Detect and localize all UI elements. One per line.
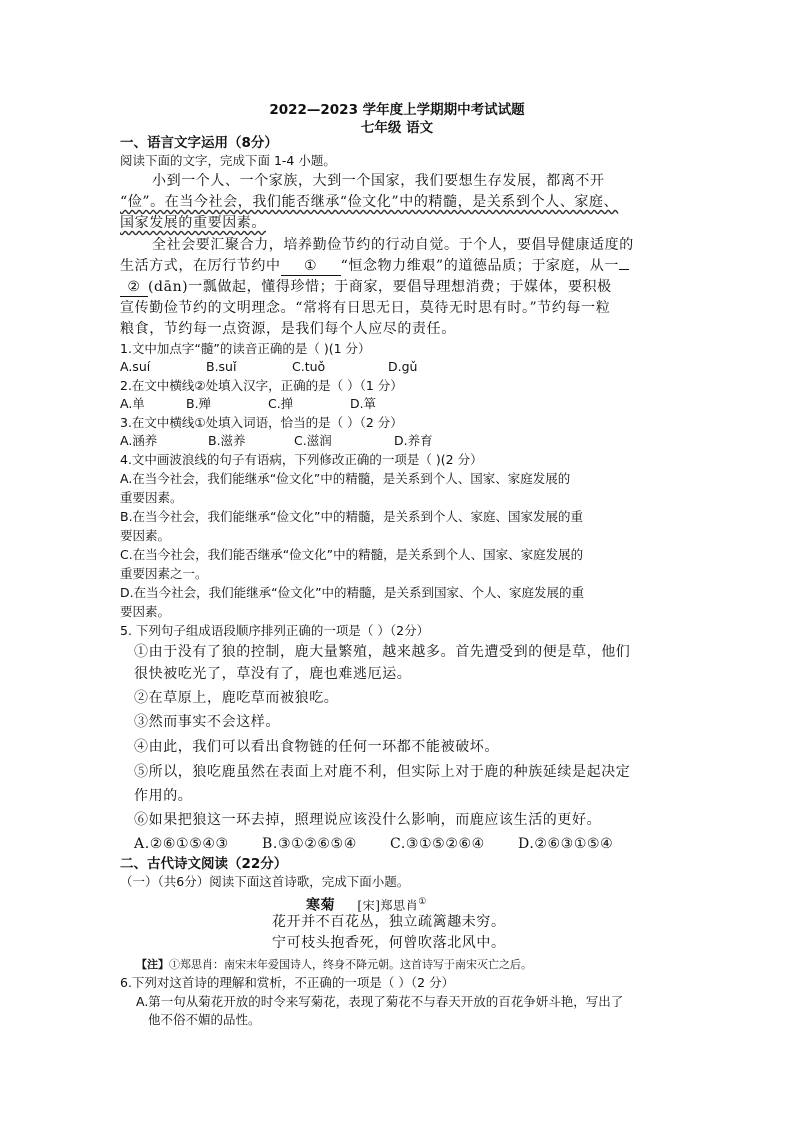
q4-option-c-line1: C.在当今社会，我们能否继承“俭文化”中的精髓，是关系到个人、国家、家庭发展的 (120, 547, 584, 562)
exam-title: 2022—2023 学年度上学期期中考试试题 (269, 102, 525, 118)
poem-note-mark: ① (418, 897, 427, 907)
exam-subtitle: 七年级 语文 (360, 120, 434, 136)
q3-option-b: B.滋养 (208, 433, 246, 448)
q4-option-a-line2: 重要因素。 (120, 490, 183, 505)
q5-sentence-4: ④由此，我们可以看出食物链的任何一环都不能被破坏。 (134, 739, 499, 755)
q5-sentence-3: ③然而事实不会这样。 (134, 714, 280, 730)
passage-p2-line3 (120, 278, 612, 297)
passage-p2-line2-text-a: 生活方式，在厉行节约中 (120, 258, 281, 274)
q2-option-c: C.掸 (268, 396, 294, 411)
q1-option-c: C.tuǒ (292, 359, 326, 374)
q6-option-a-line1: A.第一句从菊花开放的时令来写菊花，表现了菊花不与春天开放的百花争妍斗艳，写出了 (136, 994, 624, 1009)
q1-options (120, 358, 417, 376)
blank-1: ① (281, 257, 341, 276)
passage-p2-line4: 宣传勤俭节约的文明理念。“常将有日思无日，莫待无时思有时。”节约每一粒 (120, 300, 611, 316)
poem-line-1: 花开并不百花丛，独立疏篱趣未穷。 (272, 914, 506, 930)
q5-option-a: A.②⑥①⑤④③ (134, 836, 229, 852)
q5-sentence-5-line1: ⑤所以，狼吃鹿虽然在表面上对鹿不利，但实际上对于鹿的种族延续是起决定 (134, 764, 631, 780)
q2-stem: 2.在文中横线②处填入汉字，正确的是（ ）（1 分） (120, 378, 403, 393)
q4-stem: 4.文中画波浪线的句子有语病，下列修改正确的一项是（ )(2 分） (120, 452, 483, 467)
passage-p2-line2 (120, 257, 629, 276)
section1-heading: 一、语言文字运用（8分） (120, 135, 278, 151)
poem-title: 寒菊 (306, 897, 336, 914)
q3-option-a: A.涵养 (120, 433, 158, 448)
q1-option-a: A.suí (120, 359, 151, 374)
q4-option-d-line1: D.在当今社会，我们能继承“俭文化”中的精髓，是关系到国家、个人、家庭发展的重 (120, 585, 585, 600)
poem-line-2: 宁可枝头抱香死，何曾吹落北风中。 (272, 935, 506, 951)
q5-sentence-6: ⑥如果把狼这一环去掉，照理说应该没什么影响，而鹿应该生活的更好。 (134, 812, 602, 828)
q3-stem: 3.在文中横线①处填入词语，恰当的是（ ）（2 分） (120, 415, 403, 430)
poem-title-line (306, 893, 427, 915)
poem-footnote (136, 956, 532, 974)
q4-option-a-line1: A.在当今社会，我们能继承“俭文化”中的精髓，是关系到个人、国家、家庭发展的 (120, 471, 571, 486)
q5-stem: 5. 下列句子组成语段顺序排列正确的一项是（ ）（2分） (120, 623, 430, 638)
q5-sentence-5-line2: 作用的。 (134, 788, 193, 804)
q5-option-d: D.②⑥③①⑤④ (518, 836, 614, 852)
blank-2: ② (120, 278, 148, 297)
q1-stem: 1.文中加点字“髓”的读音正确的是（ )(1 分） (120, 341, 371, 356)
poem-footnote-label: 【注】 (136, 958, 169, 971)
q5-sentence-2: ②在草原上，鹿吃草而被狼吃。 (134, 690, 339, 706)
passage-p1-line3: 国家发展的重要因素。 (120, 215, 266, 231)
passage-p2-line1: 全社会要汇聚合力，培养勤俭节约的行动自觉。于个人，要倡导健康适度的 (152, 237, 634, 253)
section1-intro: 阅读下面的文字，完成下面 1-4 小题。 (120, 153, 336, 168)
q4-option-c-line2: 重要因素之一。 (120, 566, 208, 581)
q1-option-b: B.suǐ (206, 359, 237, 374)
passage-p2-line5: 粮食，节约每一点资源，是我们每个人应尽的责任。 (120, 321, 456, 337)
passage-p2-line2-text-b: “恒念物力维艰”的道德品质；于家庭，从一 (340, 258, 619, 274)
q2-option-d: D.箪 (350, 396, 377, 411)
q5-sentence-1-line1: ①由于没有了狼的控制，鹿大量繁殖，越来越多。首先遭受到的便是草，他们 (134, 644, 631, 660)
q5-options (134, 835, 613, 853)
q5-option-c: C.③①⑤②⑥④ (390, 836, 485, 852)
q2-option-a: A.单 (120, 396, 145, 411)
q4-option-b-line1: B.在当今社会，我们能继承“俭文化”中的精髓，是关系到个人、家庭、国家发展的重 (120, 509, 584, 524)
q6-stem: 6.下列对这首诗的理解和赏析，不正确的一项是（ ）（2 分） (120, 975, 455, 990)
q6-option-a-line2: 他不俗不媚的品性。 (148, 1012, 261, 1027)
q3-options (120, 432, 433, 450)
section2-subheading: （一）（共6分）阅读下面这首诗歌，完成下面小题。 (120, 874, 410, 889)
q5-option-b: B.③①②⑥⑤④ (262, 836, 357, 852)
q5-sentence-1-line2: 很快被吃光了，草没有了，鹿也难逃厄运。 (134, 666, 412, 682)
q4-option-b-line2: 要因素。 (120, 528, 171, 543)
passage-p1-line1: 小到一个人、一个家族，大到一个国家，我们要想生存发展，都离不开 (152, 173, 605, 189)
poem-author: [宋]郑思肖 (357, 898, 419, 913)
passage-p2-line3-text: (dān)一瓢做起，懂得珍惜；于商家，要倡导理想消费；于媒体，要积极 (148, 279, 612, 295)
q1-option-d: D.gǔ (388, 359, 418, 374)
q2-options (120, 395, 376, 413)
passage-p1-line2: “俭”。在当今社会，我们能否继承“俭文化”中的精髓，是关系到个人、家庭、 (120, 194, 619, 210)
q3-option-c: C.滋润 (294, 433, 332, 448)
q2-option-b: B.殚 (186, 396, 212, 411)
q4-option-d-line2: 要因素。 (120, 604, 171, 619)
poem-footnote-text: ①郑思肖：南宋末年爱国诗人，终身不降元朝。这首诗写于南宋灭亡之后。 (169, 958, 532, 971)
q3-option-d: D.养育 (394, 433, 433, 448)
section2-heading: 二、古代诗文阅读（22分） (120, 856, 288, 872)
blank-tail (619, 269, 629, 270)
